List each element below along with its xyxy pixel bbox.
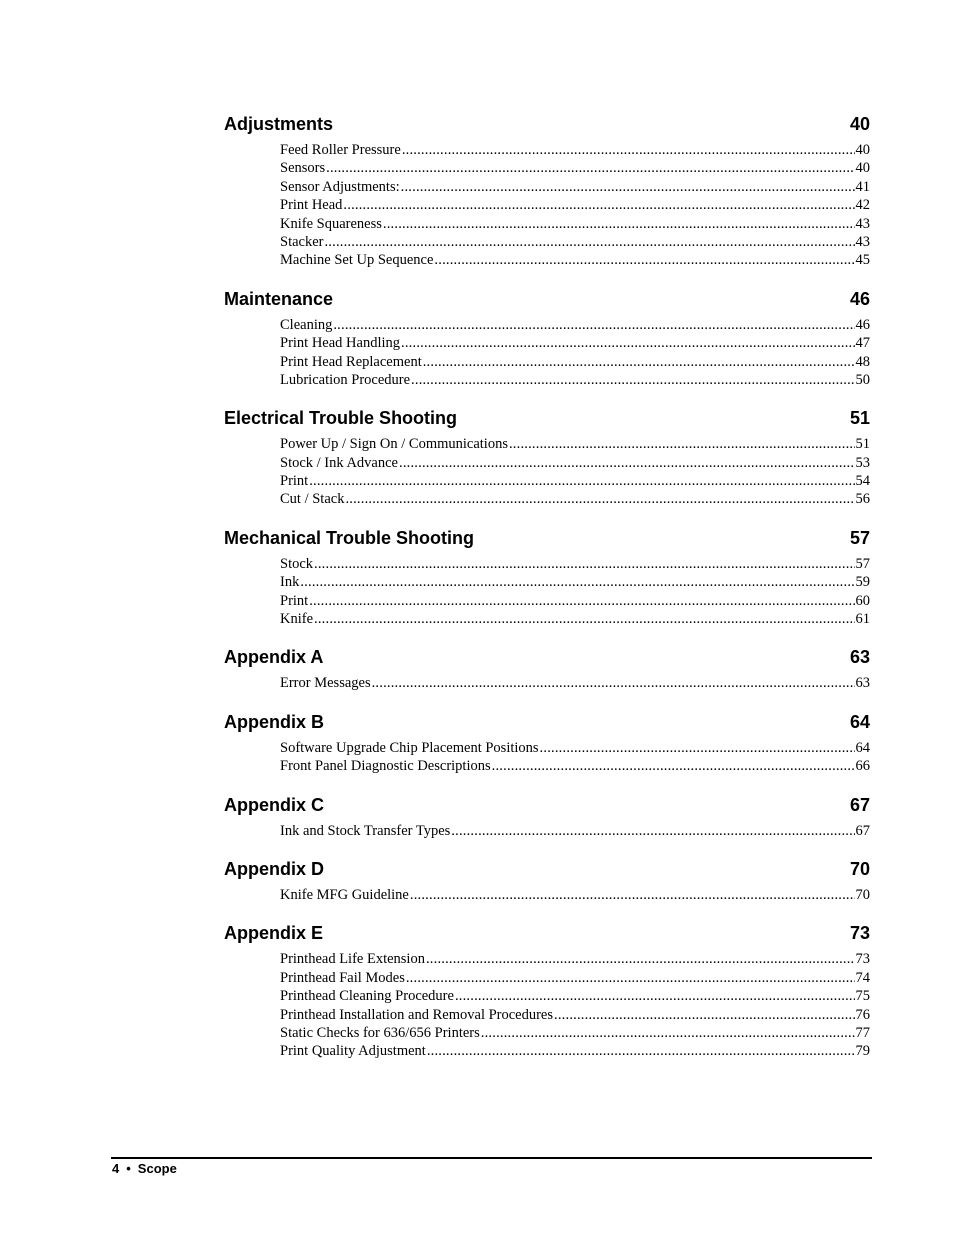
dot-leader: [309, 592, 854, 610]
entry-page-number: 46: [855, 316, 870, 333]
dot-leader: [481, 1024, 855, 1042]
entry-page-number: 43: [855, 233, 870, 250]
entry-title: Print Head Handling: [280, 335, 401, 352]
entry-page-number: 60: [855, 592, 870, 609]
entry-page-number: 43: [855, 215, 870, 232]
entry-page-number: 53: [855, 454, 870, 471]
section-title: Appendix B: [224, 711, 325, 732]
entry-page-number: 57: [855, 555, 870, 572]
dot-leader: [402, 141, 855, 159]
toc-section: [224, 858, 870, 904]
toc-entry[interactable]: [280, 196, 870, 214]
section-title: Appendix D: [224, 858, 325, 879]
dot-leader: [554, 1006, 854, 1024]
dot-leader: [314, 555, 854, 573]
section-title: Maintenance: [224, 288, 334, 309]
entry-title: Feed Roller Pressure: [280, 142, 401, 158]
entry-title: Static Checks for 636/656 Printers: [280, 1024, 480, 1041]
dot-leader: [314, 610, 854, 628]
footer-page-number: 4: [112, 1161, 120, 1176]
section-heading[interactable]: [224, 113, 870, 135]
dot-leader: [540, 739, 855, 757]
toc-entry[interactable]: [280, 233, 870, 251]
entry-page-number: 67: [855, 822, 870, 839]
entry-page-number: 79: [855, 1043, 870, 1060]
entry-page-number: 48: [855, 353, 870, 370]
section-heading[interactable]: [224, 711, 870, 733]
section-page-number: 64: [849, 711, 870, 732]
entry-title: Print Head Replacement: [280, 353, 422, 370]
dot-leader: [372, 674, 855, 692]
toc-entry[interactable]: [280, 251, 870, 269]
toc-section: [224, 711, 870, 776]
section-page-number: 63: [849, 647, 870, 668]
toc-entry[interactable]: [280, 950, 870, 968]
entry-title: Ink: [280, 574, 300, 591]
entry-title: Front Panel Diagnostic Descriptions: [280, 758, 491, 775]
toc-entry[interactable]: [280, 987, 870, 1005]
toc-entry[interactable]: [280, 316, 870, 334]
section-heading[interactable]: [224, 858, 870, 880]
toc-entry[interactable]: [280, 674, 870, 692]
table-of-contents: [224, 113, 870, 1079]
entry-page-number: 51: [855, 436, 870, 453]
toc-section: [224, 288, 870, 390]
toc-entry[interactable]: [280, 490, 870, 508]
section-heading[interactable]: [224, 922, 870, 944]
entry-title: Print: [280, 473, 309, 490]
entry-title: Stock: [280, 555, 314, 572]
entry-page-number: 42: [855, 197, 870, 214]
toc-entry[interactable]: [280, 573, 870, 591]
entry-title: Cut / Stack: [280, 491, 345, 508]
toc-entry[interactable]: [280, 435, 870, 453]
toc-entry[interactable]: [280, 1024, 870, 1042]
dot-leader: [343, 196, 854, 214]
entry-title: Error Messages: [280, 675, 371, 692]
footer-rule: [111, 1157, 872, 1159]
footer-section-label: Scope: [137, 1161, 177, 1176]
toc-entry[interactable]: [280, 334, 870, 352]
entry-title: Cleaning: [280, 316, 333, 333]
section-heading[interactable]: [224, 646, 870, 668]
dot-leader: [406, 969, 855, 987]
entry-title: Print: [280, 592, 309, 609]
dot-leader: [509, 435, 855, 453]
dot-leader: [434, 251, 854, 269]
toc-entry[interactable]: [280, 886, 870, 904]
entry-page-number: 40: [855, 142, 870, 158]
section-title: Adjustments: [224, 114, 334, 134]
toc-entry[interactable]: [280, 969, 870, 987]
section-heading[interactable]: [224, 794, 870, 816]
dot-leader: [423, 353, 855, 371]
entry-title: Knife Squareness: [280, 215, 382, 232]
toc-section: [224, 527, 870, 629]
dot-leader: [326, 159, 854, 177]
toc-entry[interactable]: [280, 555, 870, 573]
toc-entry[interactable]: [280, 610, 870, 628]
toc-section: [224, 646, 870, 692]
toc-entry[interactable]: [280, 159, 870, 177]
toc-section: [224, 922, 870, 1060]
section-title: Mechanical Trouble Shooting: [224, 527, 475, 548]
entry-page-number: 59: [855, 574, 870, 591]
entry-title: Power Up / Sign On / Communications: [280, 436, 508, 453]
entry-title: Lubrication Procedure: [280, 371, 411, 388]
entry-page-number: 61: [855, 611, 870, 628]
entry-page-number: 40: [855, 160, 870, 177]
entry-page-number: 63: [855, 675, 870, 692]
entry-page-number: 47: [855, 335, 870, 352]
dot-leader: [451, 822, 854, 840]
section-title: Appendix E: [224, 923, 324, 944]
entry-title: Knife: [280, 611, 314, 628]
entry-page-number: 73: [855, 951, 870, 968]
section-title: Appendix A: [224, 647, 324, 668]
toc-entry[interactable]: [280, 353, 870, 371]
entry-page-number: 54: [855, 473, 870, 490]
toc-entry[interactable]: [280, 141, 870, 159]
toc-section: [224, 407, 870, 509]
section-page-number: 57: [849, 527, 870, 548]
toc-entry[interactable]: [280, 215, 870, 233]
entry-title: Stock / Ink Advance: [280, 454, 398, 471]
entry-page-number: 76: [855, 1006, 870, 1023]
entry-page-number: 41: [855, 178, 870, 195]
entry-page-number: 45: [855, 252, 870, 269]
page-footer: [112, 1161, 177, 1176]
dot-leader: [492, 757, 855, 775]
toc-entry[interactable]: [280, 592, 870, 610]
entry-title: Sensors: [280, 160, 326, 177]
toc-entry[interactable]: [280, 757, 870, 775]
dot-leader: [401, 334, 854, 352]
entry-page-number: 64: [855, 739, 870, 756]
dot-leader: [383, 215, 855, 233]
section-heading[interactable]: [224, 407, 870, 429]
entry-title: Printhead Life Extension: [280, 951, 425, 968]
toc-section: [224, 794, 870, 840]
entry-title: Software Upgrade Chip Placement Positions: [280, 739, 539, 756]
entry-page-number: 66: [855, 758, 870, 775]
toc-entry[interactable]: [280, 1042, 870, 1060]
dot-leader: [427, 1042, 855, 1060]
entry-title: Print Head: [280, 197, 343, 214]
entry-page-number: 70: [855, 886, 870, 903]
entry-title: Printhead Fail Modes: [280, 969, 405, 986]
section-heading[interactable]: [224, 288, 870, 310]
entry-page-number: 56: [855, 491, 870, 508]
section-title: Electrical Trouble Shooting: [224, 408, 458, 429]
entry-title: Print Quality Adjustment: [280, 1043, 426, 1060]
entry-page-number: 74: [855, 969, 870, 986]
section-page-number: 67: [849, 794, 870, 815]
dot-leader: [300, 573, 854, 591]
entry-title: Printhead Installation and Removal Procedures: [280, 1006, 554, 1023]
entry-page-number: 50: [855, 371, 870, 388]
dot-leader: [455, 987, 855, 1005]
entry-title: Knife MFG Guideline: [280, 886, 409, 903]
entry-page-number: 75: [855, 988, 870, 1005]
entry-title: Sensor Adjustments:: [280, 178, 400, 195]
entry-title: Stacker: [280, 233, 324, 250]
section-page-number: 46: [849, 288, 870, 309]
dot-leader: [399, 454, 855, 472]
entry-title: Ink and Stock Transfer Types: [280, 822, 451, 839]
section-page-number: 51: [849, 408, 870, 429]
dot-leader: [345, 490, 854, 508]
dot-leader: [426, 950, 855, 968]
toc-entry[interactable]: [280, 178, 870, 196]
toc-entry[interactable]: [280, 1006, 870, 1024]
dot-leader: [410, 886, 855, 904]
dot-leader: [309, 472, 854, 490]
entry-page-number: 77: [855, 1024, 870, 1041]
toc-entry[interactable]: [280, 371, 870, 389]
section-page-number: 70: [849, 858, 870, 879]
dot-leader: [333, 316, 854, 334]
dot-leader: [401, 178, 855, 196]
dot-leader: [411, 371, 854, 389]
section-page-number: 40: [849, 114, 870, 134]
section-heading[interactable]: [224, 527, 870, 549]
dot-leader: [324, 233, 854, 251]
toc-entry[interactable]: [280, 472, 870, 490]
footer-bullet: •: [126, 1161, 131, 1176]
toc-entry[interactable]: [280, 822, 870, 840]
section-page-number: 73: [849, 923, 870, 944]
entry-title: Printhead Cleaning Procedure: [280, 988, 454, 1005]
toc-section: [224, 113, 870, 270]
entry-title: Machine Set Up Sequence: [280, 252, 434, 269]
toc-entry[interactable]: [280, 739, 870, 757]
toc-entry[interactable]: [280, 454, 870, 472]
section-title: Appendix C: [224, 794, 325, 815]
